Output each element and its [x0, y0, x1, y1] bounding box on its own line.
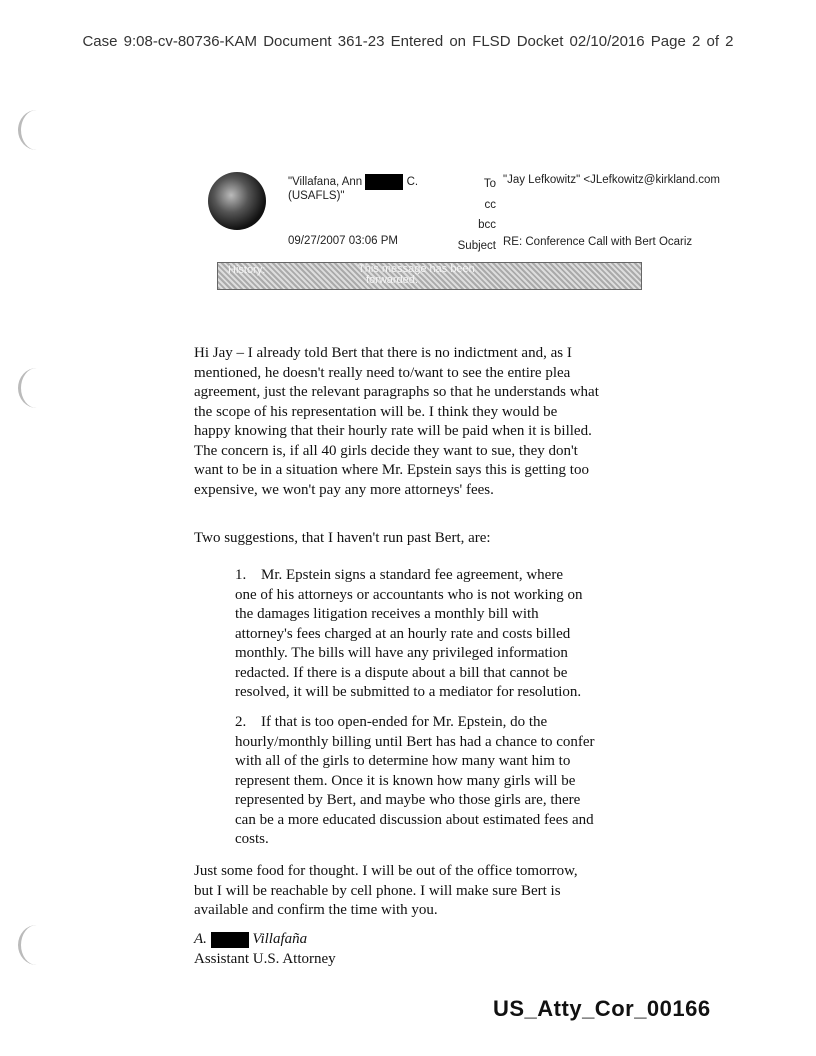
text-line: Mr. Epstein signs a standard fee agreement, where [261, 567, 563, 583]
signature-name [194, 930, 336, 950]
list-item-1 [235, 566, 582, 703]
to-label: To [483, 178, 496, 190]
text-line: the scope of his representation will be. I think they would be [194, 403, 558, 420]
text-line: attorney's fees charged at an hourly rate and costs billed [235, 625, 571, 642]
subject-value: RE: Conference Call with Bert Ocariz [503, 236, 693, 248]
sender-avatar [208, 172, 266, 230]
text-line: happy knowing that their hourly rate will be paid when it is billed. [194, 423, 592, 439]
history-label: History: [228, 264, 266, 276]
text-line: one of his attorneys or accountants who is not working on [235, 586, 583, 603]
history-text [358, 264, 475, 286]
text-line: resolved, it will be submitted to a mediator for resolution. [235, 684, 582, 700]
text-line: costs. [235, 831, 269, 847]
text-line: mentioned, he doesn't really need to/want to see the entire plea [194, 364, 571, 381]
text-line: Hi Jay – I already told Bert that there is no indictment and, as I [194, 345, 572, 361]
item-number: 1. [235, 567, 247, 583]
from-initial: C. [406, 176, 419, 189]
text-line: available and confirm the time with you. [194, 902, 438, 918]
subject-label: Subject [457, 239, 496, 252]
text-line: monthly. The bills will have any privileged information [235, 645, 568, 661]
text-line: the damages litigation receives a monthly bill with [235, 606, 539, 622]
text-line: can be a more educated discussion about estimated fees and [235, 811, 594, 828]
field-labels [440, 174, 496, 256]
signature-block [194, 930, 336, 969]
cc-label: cc [484, 198, 496, 211]
text-line: with all of the girls to determine how many want him to [235, 753, 571, 769]
text-line: but I will be reachable by cell phone. I will make sure Bert is [194, 882, 561, 899]
case-header: Case 9:08-cv-80736-KAM Document 361-23 Entered on FLSD Docket 02/10/2016 Page 2 of 2 [82, 33, 734, 50]
text-line: agreement, just the relevant paragraphs so that he understands what [194, 384, 599, 400]
signature-initial: A. [194, 931, 207, 947]
from-org: (USAFLS)" [288, 190, 345, 202]
list-item-2 [235, 713, 595, 850]
history-bar [217, 262, 642, 290]
paragraph-2: Two suggestions, that I haven't run past Bert, are: [194, 530, 491, 546]
paragraph-1 [194, 344, 599, 500]
to-value: "Jay Lefkowitz" <JLefkowitz@kirkland.com [503, 174, 721, 186]
text-line: redacted. If there is a dispute about a bill that cannot be [235, 664, 568, 681]
hole-punch-mark [18, 110, 55, 150]
bates-number: US_Atty_Cor_00166 [493, 996, 711, 1021]
text-line: The concern is, if all 40 girls decide they want to sue, they don't [194, 442, 578, 459]
email-from [288, 174, 418, 203]
from-name: "Villafana, Ann [288, 176, 363, 189]
item-number: 2. [235, 714, 247, 730]
paragraph-3 [194, 862, 578, 921]
hole-punch-mark [18, 925, 55, 965]
redaction [211, 932, 249, 948]
signature-title: Assistant U.S. Attorney [194, 950, 336, 967]
hole-punch-mark [18, 368, 55, 408]
history-text-line: This message has been [358, 263, 475, 275]
signature-surname: Villafaña [252, 931, 308, 947]
email-date: 09/27/2007 03:06 PM [288, 235, 398, 247]
bcc-label: bcc [478, 219, 496, 231]
text-line: If that is too open-ended for Mr. Epstein, do the [261, 714, 548, 730]
text-line: represented by Bert, and maybe who those girls are, there [235, 792, 581, 808]
text-line: represent them. Once it is known how many girls will be [235, 772, 576, 789]
text-line: hourly/monthly billing until Bert has had a chance to confer [235, 733, 595, 750]
text-line: want to be in a situation where Mr. Epstein says this is getting too [194, 462, 589, 478]
history-text-line: forwarded. [366, 274, 418, 286]
redaction [365, 174, 403, 190]
text-line: Just some food for thought. I will be out of the office tomorrow, [194, 863, 578, 879]
text-line: expensive, we won't pay any more attorneys' fees. [194, 481, 494, 498]
